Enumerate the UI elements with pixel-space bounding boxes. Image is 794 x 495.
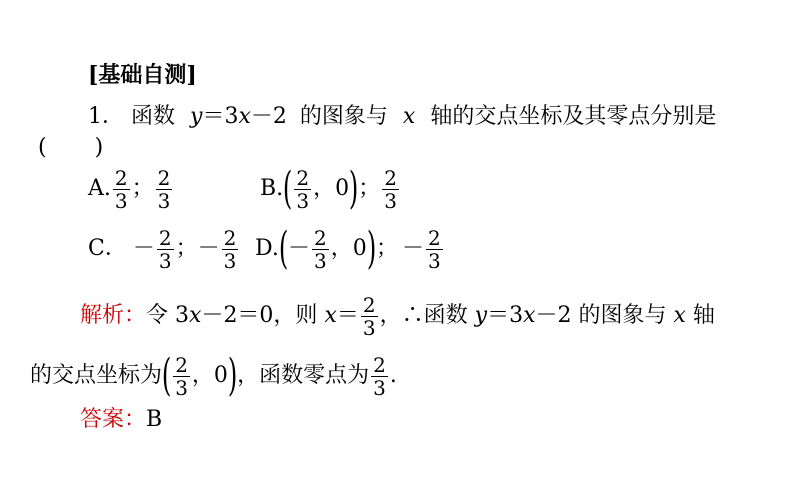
option-a-fraction: $\frac{2}{3}$ bbox=[114, 165, 128, 213]
option-a-label: A. bbox=[88, 176, 111, 201]
analysis-label: 解析： bbox=[80, 303, 147, 328]
option-a: A. $\frac{2}{3}$ ； $\frac{2}{3}$ bbox=[88, 165, 171, 213]
option-a-fraction-2: $\frac{2}{3}$ bbox=[157, 165, 171, 213]
option-d: D.(－ $\frac{2}{3}$ ，0)； － $\frac{2}{3}$ bbox=[255, 223, 441, 274]
question-number: 1． bbox=[88, 104, 124, 129]
option-b-fraction: $\frac{2}{3}$ bbox=[296, 165, 310, 213]
question-stem: 1． 函数 y＝3x－2 的图象与 x 轴的交点坐标及其零点分别是 bbox=[88, 104, 717, 129]
analysis-line-1: 解析：令 3x－2＝0，则 x＝ $\frac{2}{3}$ ，∴函数 y＝3x－2 的图象与 x 轴 bbox=[80, 292, 715, 340]
answer-line bbox=[80, 405, 794, 435]
option-d-fraction: $\frac{2}{3}$ bbox=[314, 225, 327, 273]
option-c-fraction-2: $\frac{2}{3}$ bbox=[223, 225, 237, 273]
option-c: C． － $\frac{2}{3}$ ；－ $\frac{2}{3}$ bbox=[88, 225, 237, 273]
option-b-fraction-2: $\frac{2}{3}$ bbox=[384, 165, 397, 213]
answer-label: 答案： bbox=[80, 407, 147, 432]
option-c-label: C． bbox=[88, 236, 127, 261]
section-title: [基础自测] bbox=[88, 62, 197, 88]
option-d-fraction-2: $\frac{2}{3}$ bbox=[427, 225, 441, 273]
analysis-fraction-2: $\frac{2}{3}$ bbox=[175, 352, 188, 400]
option-b-label: B. bbox=[260, 176, 284, 201]
answer-value: B bbox=[146, 407, 163, 432]
option-d-label: D. bbox=[255, 236, 279, 261]
option-b: B.( $\frac{2}{3}$ ，0)； $\frac{2}{3}$ bbox=[260, 163, 397, 214]
option-c-fraction: $\frac{2}{3}$ bbox=[158, 225, 172, 273]
analysis-line-2: 的交点坐标为( $\frac{2}{3}$ ，0)，函数零点为 $\frac{2}{3}$ . bbox=[30, 350, 397, 401]
answer-blank: ( ) bbox=[38, 135, 104, 160]
analysis-fraction-3: $\frac{2}{3}$ bbox=[373, 352, 386, 400]
analysis-fraction: $\frac{2}{3}$ bbox=[362, 292, 376, 340]
